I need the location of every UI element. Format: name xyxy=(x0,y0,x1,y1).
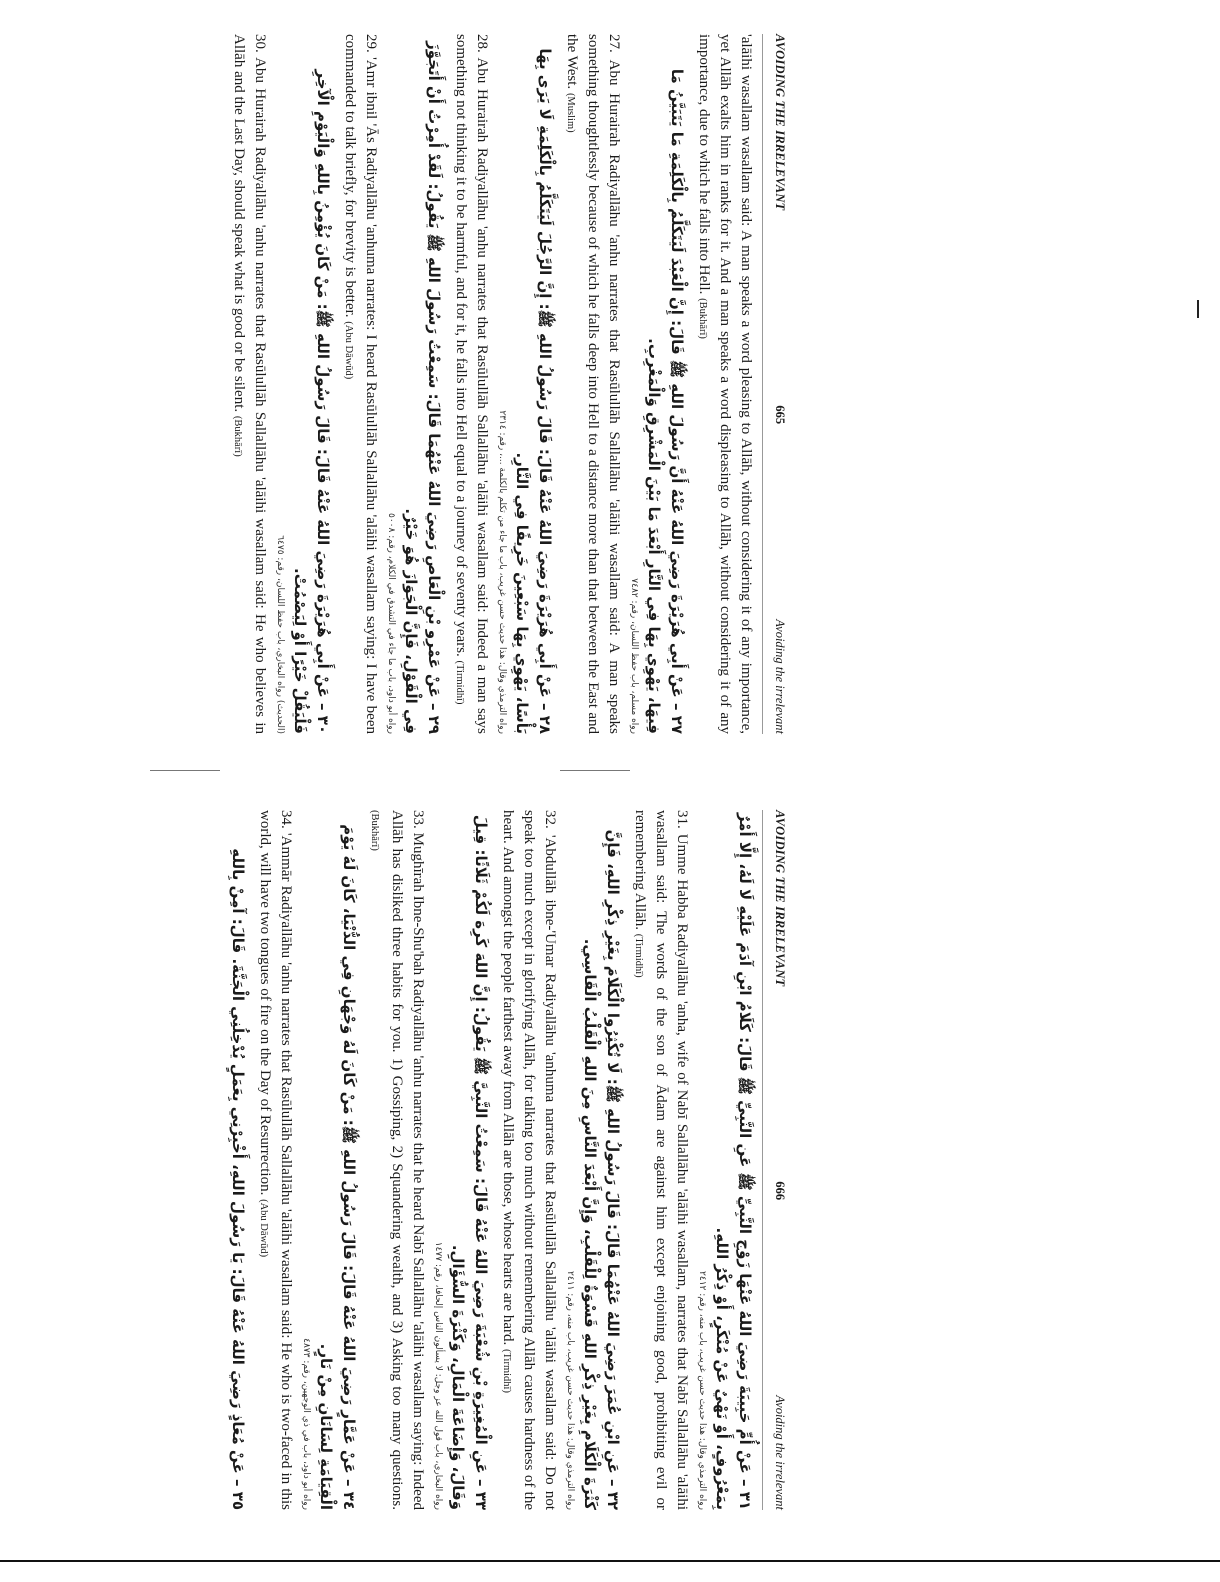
intro-source: (Bukhārī) xyxy=(697,298,708,339)
hadith-28-text: 28. Abu Hurairah Radiyallāhu 'anhu narrates that Rasūlullāh Sallallāhu 'alāihi wasallam said: Indeed a man says something not thinking it to be harmful, and for it, he falls into Hell equal to a journey of seventy years. xyxy=(453,34,490,734)
header-subtitle: Avoiding the irrelevant xyxy=(773,1395,787,1510)
fold-mark xyxy=(150,770,220,771)
intro-paragraph xyxy=(692,34,756,734)
hadith-29-source: (Abu Dāwūd) xyxy=(343,321,354,380)
hadith-27 xyxy=(560,34,624,734)
hadith-34-arabic: ٣٤ – عَنْ عَمَّارٍ رَضِيَ اللهُ عَنْهُ قَالَ: قَالَ رَسُولُ اللهِ ﷺ: مَنْ كَانَ لَهُ وَجْهَانِ فِي الدُّنْيَا، كَانَ لَهُ يَوْمَ الْقِيَامَةِ لِسَانَانِ مِنْ نَارٍ. xyxy=(317,824,358,1510)
header-divider xyxy=(762,810,763,1510)
page-665 xyxy=(231,34,790,734)
scan-speck xyxy=(1197,300,1199,318)
hadith-34 xyxy=(253,810,296,1510)
hadith-32-arabic: ٣٢ – عَنِ ابْنِ عُمَرَ رَضِيَ اللهُ عَنْهُمَا قَالَ: قَالَ رَسُولُ اللهِ ﷺ: لَا تُكْثِرُوا الْكَلَامَ بِغَيْرِ ذِكْرِ اللهِ، فَإِنَّ كَثْرَةَ الْكَلَامِ بِغَيْرِ ذِكْرِ اللهِ قَسْوَةٌ لِلْقَلْبِ، وَإِنَّ أَبْعَدَ النَّاسِ مِنَ اللهِ الْقَلْبُ الْقَاسِي. xyxy=(581,829,622,1510)
hadith-34-arabic-source: رواه أبو داود، باب في ذي الوجهين، رقم: ٤٨٧٣ xyxy=(301,1338,311,1510)
scan-edge-line xyxy=(0,1560,1220,1562)
hadith-33 xyxy=(364,810,428,1510)
intro-text: 'alāihi wasallam wasallam said: A man speaks a word pleasing to Allāh, without considering it of any importance, yet Allāh exalts him in ranks for it. And a man speaks a word displeasing to Allāh, without considering it of any importance, due to which he falls into Hell. xyxy=(696,34,754,734)
hadith-29 xyxy=(338,34,381,734)
hadith-30-source: (Bukhārī) xyxy=(232,415,243,457)
hadith-32-arabic-source: رواه الترمذي وقال: هذا حديث حسن غريب، باب منه، رقم: ٢٤١١ xyxy=(565,1271,575,1510)
hadith-32 xyxy=(496,810,560,1510)
hadith-27-arabic: ٢٧ – عَنْ أَبِي هُرَيْرَةَ رَضِيَ اللهُ عَنْهُ أَنَّ رَسُولَ اللهِ ﷺ قَالَ: إِنَّ الْعَبْدَ لَيَتَكَلَّمُ بِالْكَلِمَةِ مَا يَتَبَيَّنُ مَا فِيهَا، يَهْوِي بِهَا فِي النَّارِ أَبْعَدَ مَا بَيْنَ الْمَشْرِقِ وَالْمَغْرِبِ. xyxy=(645,68,686,734)
hadith-31-arabic-source: رواه الترمذي وقال: هذا حديث حسن غريب، باب منه، رقم: ٢٤١٢ xyxy=(697,1271,707,1510)
header-title: AVOIDING THE IRRELEVANT xyxy=(773,34,787,211)
page-header xyxy=(769,34,790,734)
page-number: 666 xyxy=(773,1181,787,1201)
page-number: 665 xyxy=(773,405,787,425)
page-666 xyxy=(229,810,790,1510)
hadith-28-arabic: ٢٨ – عَنْ أَبِي هُرَيْرَةَ رَضِيَ اللهُ عَنْهُ قَالَ: قَالَ رَسُولُ اللهِ ﷺ: إِنَّ الرَّجُلَ لَيَتَكَلَّمُ بِالْكَلِمَةِ لَا يَرَى بِهَا بَأْسًا، يَهْوِي بِهَا سَبْعِينَ خَرِيفًا فِي النَّارِ. xyxy=(513,48,554,734)
hadith-30-arabic-source: (الحديث) رواه البخاري، باب حفظ اللسان، رقم: ٦٤٧٥ xyxy=(275,535,285,734)
hadith-29-text: 29. 'Amr ibnil 'Ās Radiyallāhu 'anhuma narrates: I heard Rasūlullāh Sallallāhu 'alāihi wasallam saying: I have been commanded to talk briefly, for brevity is better. xyxy=(342,34,379,734)
hadith-31-arabic: ٣١ – عَنْ أُمِّ حَبِيبَةَ رَضِيَ اللهُ عَنْهَا زَوْجِ النَّبِيِّ ﷺ عَنِ النَّبِيِّ ﷺ قَالَ: كَلَامُ ابْنِ آدَمَ عَلَيْهِ لَا لَهُ، إِلَّا أَمْرٌ بِمَعْرُوفٍ، أَوْ نَهْيٌ عَنْ مُنْكَرٍ، أَوْ ذِكْرُ اللهِ. xyxy=(713,812,754,1510)
hadith-32-source: (Tirmidhī) xyxy=(501,1348,512,1393)
header-title: AVOIDING THE IRRELEVANT xyxy=(773,810,787,987)
hadith-31 xyxy=(628,810,692,1510)
hadith-34-text: 34. 'Ammār Radiyallāhu 'anhu narrates that Rasūlullāh Sallallāhu 'alāihi wasallam said: He who is two-faced in this world, will have two tongues of fire on the Day of Resurrection. xyxy=(257,810,294,1510)
hadith-30-text: 30. Abu Hurairah Radiyallāhu 'anhu narrates that Rasūlullāh Sallallāhu 'alāihi wasallam said: He who believes in Allāh and the Last Day, should speak what is good or be silent. xyxy=(231,34,268,734)
hadith-33-arabic-source: رواه البخاري، باب قول الله عز وجل: لا يسألون الناس إلحافا، رقم: ١٤٧٧ xyxy=(433,1241,443,1510)
hadith-30 xyxy=(227,34,270,734)
hadith-35-arabic: ٣٥ – عَنْ مُعَاذٍ رَضِيَ اللهُ عَنْهُ قَالَ: يَا رَسُولَ اللهِ، أَخْبِرْنِي بِعَمَلٍ يُدْخِلُنِي الْجَنَّةَ. قَالَ: آمِنْ بِاللهِ xyxy=(229,848,247,1510)
hadith-27-arabic-source: رواه مسلم، باب حفظ اللسان، رقم: ٧٤٨٢ xyxy=(629,578,639,734)
hadith-30-arabic: ٣٠ – عَنْ أَبِي هُرَيْرَةَ رَضِيَ اللهُ عَنْهُ قَالَ: قَالَ رَسُولُ اللهِ ﷺ: مَنْ كَانَ يُؤْمِنُ بِاللهِ وَالْيَوْمِ الْآخِرِ فَلْيَقُلْ خَيْرًا أَوْ لِيَصْمُتْ. xyxy=(291,69,332,734)
hadith-29-arabic: ٢٩ – عَنْ عَمْرِو بْنِ الْعَاصِ رَضِيَ اللهُ عَنْهُمَا قَالَ: سَمِعْتُ رَسُولَ اللهِ ﷺ يَقُولُ: لَقَدْ أُمِرْتُ أَنْ أَتَجَوَّزَ فِي الْقَوْلِ، فَإِنَّ الْجَوَازَ هُوَ خَيْرٌ. xyxy=(402,41,443,734)
hadith-27-source: (Muslim) xyxy=(565,92,576,133)
fold-mark xyxy=(560,770,630,771)
header-divider xyxy=(762,34,763,734)
hadith-28-arabic-source: رواه الترمذي وقال: هذا حديث حسن غريب، باب ما جاء من تكلم بالكلمة ...، رقم: ٢٣١٤ xyxy=(497,410,507,734)
hadith-31-source: (Tirmidhī) xyxy=(633,933,644,978)
hadith-28-source: (Tirmidhī) xyxy=(454,660,465,705)
hadith-32-text: 32. 'Abdullāh ibne-'Umar Radiyallāhu 'anhuma narrates that Rasūlullāh Sallallāhu 'alāihi wasallam said: Do not speak too much except in glorifying Allāh, for talking too much without remembering Allāh causes hardness of the heart. And amongst the people farthest away from Allāh are those, whose hearts are hard. xyxy=(500,810,558,1510)
hadith-33-text: 33. Mughīrah Ibne-Shu'bah Radiyallāhu 'anhu narrates that he heard Nabī Sallallāhu 'alāihi wasallam saying: Indeed Allāh has disliked three habits for you. 1) Gossiping, 2) Squandering wealth, and 3) Asking too many questions. xyxy=(389,810,426,1510)
hadith-29-arabic-source: رواه أبو داود، باب ما جاء في التشدق في الكلام، رقم: ٥٠٠٨ xyxy=(386,513,396,734)
hadith-31-text: 31. Umme Habba Radiyallāhu 'anha, wife of Nabī Sallallāhu 'alāihi wasallam, narrates that Nabī Sallallāhu 'alāihi wasallam said: The words of the son of Ādam are against him except enjoining good, prohibiting evil or remembering Allāh. xyxy=(632,810,690,1510)
page-header xyxy=(769,810,790,1510)
header-subtitle: Avoiding the irrelevant xyxy=(773,619,787,734)
hadith-33-arabic: ٣٣ – عَنِ الْمُغِيرَةِ بْنِ شُعْبَةَ رَضِيَ اللهُ عَنْهُ قَالَ: سَمِعْتُ النَّبِيَّ ﷺ يَقُولُ: إِنَّ اللهَ كَرِهَ لَكُمْ ثَلَاثًا: قِيلَ وَقَالَ، وَإِضَاعَةَ الْمَالِ، وَكَثْرَةَ السُّؤَالِ. xyxy=(449,814,490,1510)
hadith-28 xyxy=(449,34,492,734)
hadith-34-source: (Abu Dāwūd) xyxy=(258,1199,269,1258)
hadith-27-text: 27. Abu Hurairah Radiyallāhu 'anhu narrates that Rasūlullāh Sallallāhu 'alāihi wasallam said: A man speaks something thoughtlessly because of which he falls deep into Hell to a distance more than that between the East and the West. xyxy=(564,34,622,734)
hadith-33-source: (Bukhārī) xyxy=(369,810,380,851)
